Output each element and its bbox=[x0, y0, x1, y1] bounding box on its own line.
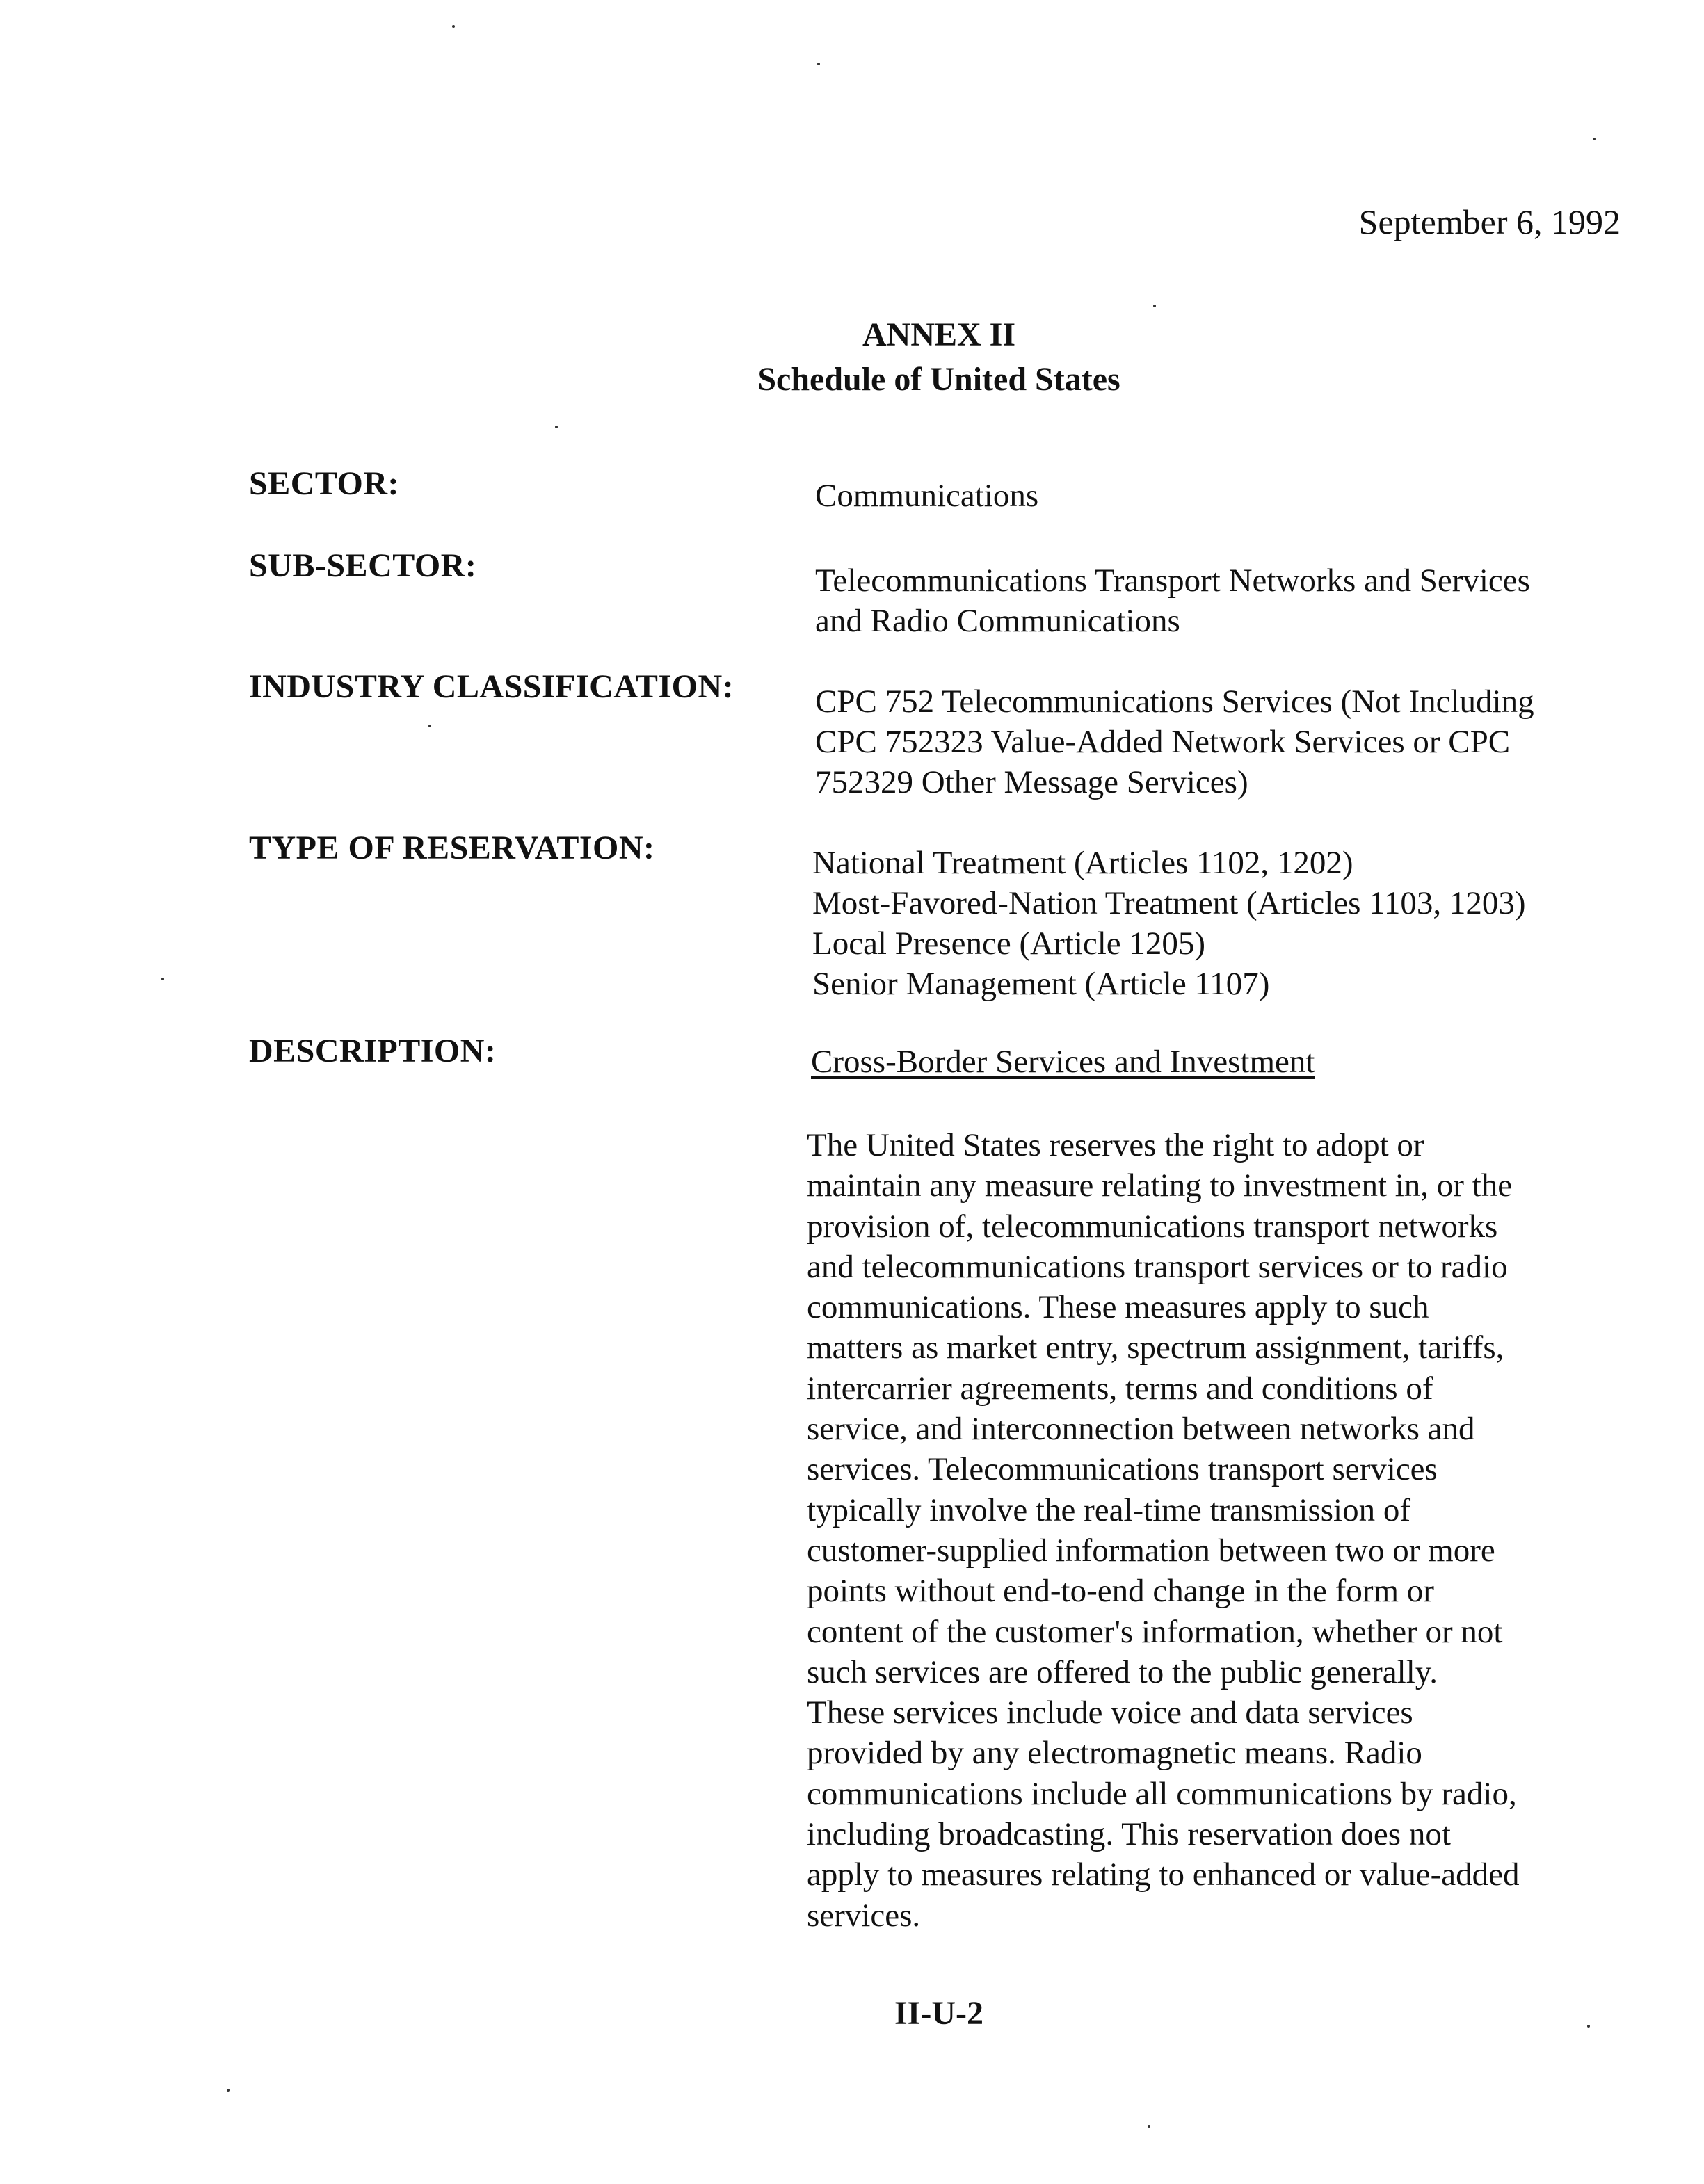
description-body bbox=[807, 1125, 1627, 1936]
type-of-reservation-value bbox=[812, 843, 1619, 1004]
description-line: maintain any measure relating to investment in, or the bbox=[807, 1167, 1513, 1204]
industry-classification-line: CPC 752323 Value-Added Network Services or CPC bbox=[815, 724, 1511, 760]
description-line: such services are offered to the public generally. bbox=[807, 1653, 1438, 1690]
page-number: II-U-2 bbox=[894, 1995, 983, 2032]
scan-speck bbox=[1148, 2125, 1150, 2128]
industry-classification-label: INDUSTRY CLASSIFICATION: bbox=[249, 668, 734, 705]
description-line: customer-supplied information between two or more bbox=[807, 1532, 1495, 1569]
description-line: These services include voice and data services bbox=[807, 1694, 1413, 1731]
description-line: and telecommunications transport services or to radio bbox=[807, 1248, 1508, 1285]
description-line: The United States reserves the right to adopt or bbox=[807, 1127, 1424, 1163]
reservation-type-line: Local Presence (Article 1205) bbox=[812, 925, 1206, 962]
description-line: services. Telecommunications transport services bbox=[807, 1451, 1438, 1488]
schedule-heading: Schedule of United States bbox=[757, 361, 1120, 398]
description-label: DESCRIPTION: bbox=[249, 1033, 497, 1069]
scan-speck bbox=[452, 25, 455, 28]
scan-speck bbox=[1153, 305, 1156, 307]
description-line: points without end-to-end change in the form or bbox=[807, 1573, 1434, 1610]
description-line: provision of, telecommunications transport networks bbox=[807, 1208, 1498, 1245]
description-line: typically involve the real-time transmission of bbox=[807, 1491, 1410, 1528]
reservation-type-line: Senior Management (Article 1107) bbox=[812, 966, 1270, 1002]
sector-value bbox=[815, 476, 1622, 516]
scan-speck bbox=[1593, 138, 1596, 140]
annex-heading: ANNEX II bbox=[862, 316, 1016, 353]
industry-classification-value bbox=[815, 681, 1622, 802]
description-line: matters as market entry, spectrum assignment, tariffs, bbox=[807, 1329, 1504, 1366]
sub-sector-value bbox=[815, 560, 1622, 641]
scan-speck bbox=[161, 978, 164, 980]
scan-speck bbox=[555, 426, 558, 428]
sub-sector-line: and Radio Communications bbox=[815, 603, 1180, 639]
reservation-type-line: National Treatment (Articles 1102, 1202) bbox=[812, 845, 1353, 881]
description-line: apply to measures relating to enhanced or value-added bbox=[807, 1857, 1520, 1893]
description-line: service, and interconnection between networks and bbox=[807, 1411, 1475, 1448]
description-line: provided by any electromagnetic means. Radio bbox=[807, 1735, 1422, 1772]
description-line: intercarrier agreements, terms and conditions of bbox=[807, 1370, 1433, 1407]
industry-classification-line: CPC 752 Telecommunications Services (Not Including bbox=[815, 683, 1534, 720]
description-line: communications include all communications by radio, bbox=[807, 1775, 1517, 1812]
description-line: content of the customer's information, whether or not bbox=[807, 1613, 1503, 1650]
document-date: September 6, 1992 bbox=[1358, 202, 1621, 241]
scan-speck bbox=[428, 725, 431, 727]
description-line: communications. These measures apply to such bbox=[807, 1289, 1429, 1326]
description-line: services. bbox=[807, 1897, 921, 1934]
industry-classification-line: 752329 Other Message Services) bbox=[815, 764, 1248, 800]
description-line: including broadcasting. This reservation does not bbox=[807, 1816, 1451, 1853]
description-heading: Cross-Border Services and Investment bbox=[811, 1044, 1315, 1080]
scan-speck bbox=[227, 2089, 230, 2092]
sector-label: SECTOR: bbox=[249, 465, 400, 502]
sector-value-text: Communications bbox=[815, 478, 1039, 514]
type-of-reservation-label: TYPE OF RESERVATION: bbox=[249, 830, 655, 866]
description-heading-block bbox=[811, 1042, 1618, 1082]
reservation-type-line: Most-Favored-Nation Treatment (Articles 1103, 1203) bbox=[812, 885, 1526, 921]
scan-speck bbox=[1587, 2025, 1590, 2028]
sub-sector-line: Telecommunications Transport Networks and Services bbox=[815, 563, 1530, 599]
scan-speck bbox=[817, 63, 820, 65]
annex-title-block bbox=[0, 313, 1704, 402]
sub-sector-label: SUB-SECTOR: bbox=[249, 547, 477, 584]
